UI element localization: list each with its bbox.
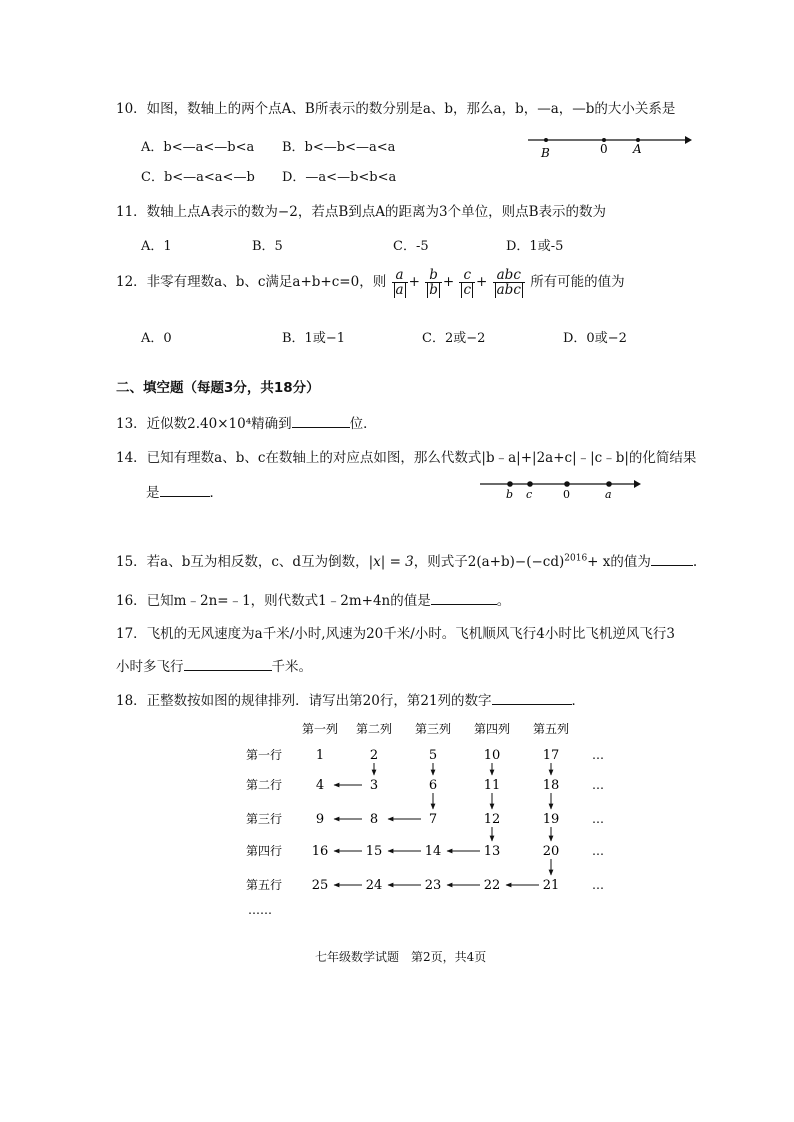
q14-number-line xyxy=(476,474,646,502)
q18-grid-number: 20 xyxy=(542,844,560,859)
q18-grid-number: 23 xyxy=(424,878,442,893)
q16-answer-blank[interactable] xyxy=(431,590,497,605)
q18-grid-number: 11 xyxy=(483,778,501,793)
q18-grid-number: 18 xyxy=(542,778,560,793)
q18-row-header: 第五行 xyxy=(246,878,283,892)
q11-option-d: D．1或-5 xyxy=(506,239,564,254)
q17-line2-text: 小时多飞行 xyxy=(116,659,184,675)
q17-tail: 千米。 xyxy=(271,659,312,675)
q11-option-c: C．-5 xyxy=(393,239,429,254)
q12-fraction-c xyxy=(459,268,475,297)
q14-answer-blank[interactable] xyxy=(160,482,210,497)
q18-row-ellipsis: … xyxy=(592,778,604,792)
q18-col-header: 第五列 xyxy=(532,722,570,736)
q18-grid-number: 12 xyxy=(483,812,501,827)
q17-line1: 17．飞机的无风速度为a千米/小时,风速为20千米/小时。飞机顺风飞行4小时比飞机逆风飞行3 xyxy=(116,626,675,642)
q18-number-pattern-figure xyxy=(240,718,610,924)
q10-option-a: A．b<—a<—b<a xyxy=(141,140,255,155)
q14-stem: 14．已知有理数a、b、c在数轴上的对应点如图，那么代数式|b﹣a|+|2a+c|﹣|c﹣b|的化简结果 xyxy=(116,450,697,466)
page-footer: 七年级数学试题 第2页，共4页 xyxy=(315,950,487,964)
q14-point-a xyxy=(606,481,612,487)
q12-stem xyxy=(116,268,625,297)
q18-grid-number: 1 xyxy=(315,748,325,763)
q12-option-b: B．1或−1 xyxy=(282,331,345,346)
q14-point-b xyxy=(507,481,513,487)
q18-grid-number: 13 xyxy=(483,844,501,859)
q18-row-ellipsis: … xyxy=(592,812,604,826)
q14-point-c xyxy=(527,481,533,487)
q18-col-header: 第二列 xyxy=(355,722,393,736)
q18-grid-number: 2 xyxy=(369,748,379,763)
q15-abs-expr: |x| = 3 xyxy=(368,554,414,570)
q10-label-b: B xyxy=(541,146,550,160)
q18-grid-number: 25 xyxy=(311,878,329,893)
q14-line2 xyxy=(146,481,223,501)
q12-plus-2: + xyxy=(442,273,455,290)
q16-tail: 。 xyxy=(496,593,511,609)
q10-option-c: C．b<—a<a<—b xyxy=(141,170,255,185)
q18-grid-number: 6 xyxy=(428,778,438,793)
q18-grid xyxy=(246,721,604,893)
q18-grid-number: 15 xyxy=(365,844,383,859)
q16-stem: 16．已知m﹣2n=﹣1，则代数式1﹣2m+4n的值是 xyxy=(116,593,431,609)
q12-plus-3: + xyxy=(476,273,488,290)
q12-fraction-c-den: c xyxy=(463,282,472,299)
q18-grid-number: 5 xyxy=(428,748,438,763)
q14-axis-arrow xyxy=(634,480,641,488)
q18-row-header: 第四行 xyxy=(246,844,283,858)
q13-answer-blank[interactable] xyxy=(292,413,350,428)
q10-axis-arrow xyxy=(685,136,692,144)
q15 xyxy=(116,550,697,570)
q18-grid-number: 8 xyxy=(369,812,379,827)
q10-label-zero: 0 xyxy=(600,142,608,156)
q11-stem: 11．数轴上点A表示的数为−2，若点B到点A的距离为3个单位，则点B表示的数为 xyxy=(116,204,607,220)
q18-grid-number: 19 xyxy=(542,812,560,827)
q18-row-ellipsis: … xyxy=(592,844,604,858)
q11-option-a: A．1 xyxy=(141,239,172,254)
q18-grid-number: 3 xyxy=(369,778,379,793)
q15-tail: . xyxy=(692,554,698,570)
q18-row-header: 第二行 xyxy=(246,778,283,792)
q14-label-b: b xyxy=(506,488,514,501)
q17-line2 xyxy=(116,655,312,675)
q18 xyxy=(116,689,585,709)
q10-number-line xyxy=(520,128,695,160)
q12-option-a: A．0 xyxy=(141,331,172,346)
q18-grid-number: 17 xyxy=(542,748,560,763)
q12-fraction-abc-den: abc xyxy=(496,282,521,299)
q10-option-b: B．b<—b<—a<a xyxy=(282,140,396,155)
q12-option-c: C．2或−2 xyxy=(422,331,486,346)
q12-fraction-a-den: a xyxy=(395,282,404,299)
q12-fraction-abc xyxy=(493,268,525,297)
q18-row-ellipsis: … xyxy=(592,878,604,892)
q13-tail: 位． xyxy=(349,416,377,432)
q14-label-c: c xyxy=(526,488,533,501)
q18-grid-number: 24 xyxy=(365,878,383,893)
q10-point-b xyxy=(544,138,548,142)
q10-option-d: D．—a<—b<b<a xyxy=(282,170,397,185)
q14-label-a: a xyxy=(605,488,612,501)
q13 xyxy=(116,412,377,432)
q15-exponent: 2016 xyxy=(564,553,588,564)
section-title-fill-in: 二、填空题（每题3分，共18分） xyxy=(116,380,320,396)
q18-col-header: 第三列 xyxy=(414,722,452,736)
q18-grid-number: 21 xyxy=(542,878,560,893)
q17-answer-blank[interactable] xyxy=(184,656,272,671)
q10-label-a: A xyxy=(633,142,642,156)
q12-fraction-b-den: b xyxy=(429,282,438,299)
q11-option-b: B．5 xyxy=(252,239,283,254)
q12-fraction-b xyxy=(425,268,442,297)
q18-tail: ． xyxy=(571,693,586,709)
q15-text-b: ，则式子2(a+b)−(−cd) xyxy=(413,554,565,570)
q18-grid-number: 22 xyxy=(483,878,501,893)
q18-stem: 18．正整数按如图的规律排列．请写出第20行，第21列的数字 xyxy=(116,693,492,709)
q18-answer-blank[interactable] xyxy=(492,690,572,705)
q12-stem-before: 12．非零有理数a、b、c满足a+b+c=0，则 xyxy=(116,273,387,290)
q18-grid-number: 9 xyxy=(315,812,325,827)
q18-grid-number: 16 xyxy=(311,844,329,859)
q18-row-header: 第三行 xyxy=(246,812,283,826)
q12-fraction-a-num: a xyxy=(395,267,404,283)
q18-grid-number: 4 xyxy=(315,778,325,793)
q12-fraction-b-num: b xyxy=(429,267,438,283)
q14-label-zero: 0 xyxy=(563,488,570,501)
q18-col-header: 第四列 xyxy=(473,722,511,736)
q15-text-c: + x的值为 xyxy=(587,554,651,570)
q12-plus-1: + xyxy=(408,273,420,290)
q12-fraction-c-num: c xyxy=(463,267,472,283)
q13-stem: 13．近似数2.40×10⁴精确到 xyxy=(116,416,292,432)
q18-row-header: 第一行 xyxy=(246,748,283,762)
q18-col-header: 第一列 xyxy=(301,722,339,736)
q18-more-rows: …… xyxy=(248,903,272,917)
q16 xyxy=(116,589,510,609)
q18-grid-number: 7 xyxy=(428,812,438,827)
q18-grid-number: 14 xyxy=(424,844,442,859)
q12-option-d: D．0或−2 xyxy=(563,331,627,346)
q18-grid-number: 10 xyxy=(483,748,501,763)
q14-tail: ． xyxy=(209,485,223,501)
q14-line2-text: 是 xyxy=(146,485,160,501)
q14-point-zero xyxy=(564,481,570,487)
q18-row-ellipsis: … xyxy=(592,748,604,762)
q15-answer-blank[interactable] xyxy=(651,551,693,566)
q10-stem: 10．如图，数轴上的两个点A、B所表示的数分别是a、b，那么a，b，—a，—b的大小关系是 xyxy=(116,101,676,117)
q12-fraction-a xyxy=(392,268,408,297)
q15-text-a: 15．若a、b互为相反数，c、d互为倒数， xyxy=(116,554,369,570)
q12-stem-after: 所有可能的值为 xyxy=(530,273,625,290)
q12-fraction-abc-num: abc xyxy=(496,267,521,283)
